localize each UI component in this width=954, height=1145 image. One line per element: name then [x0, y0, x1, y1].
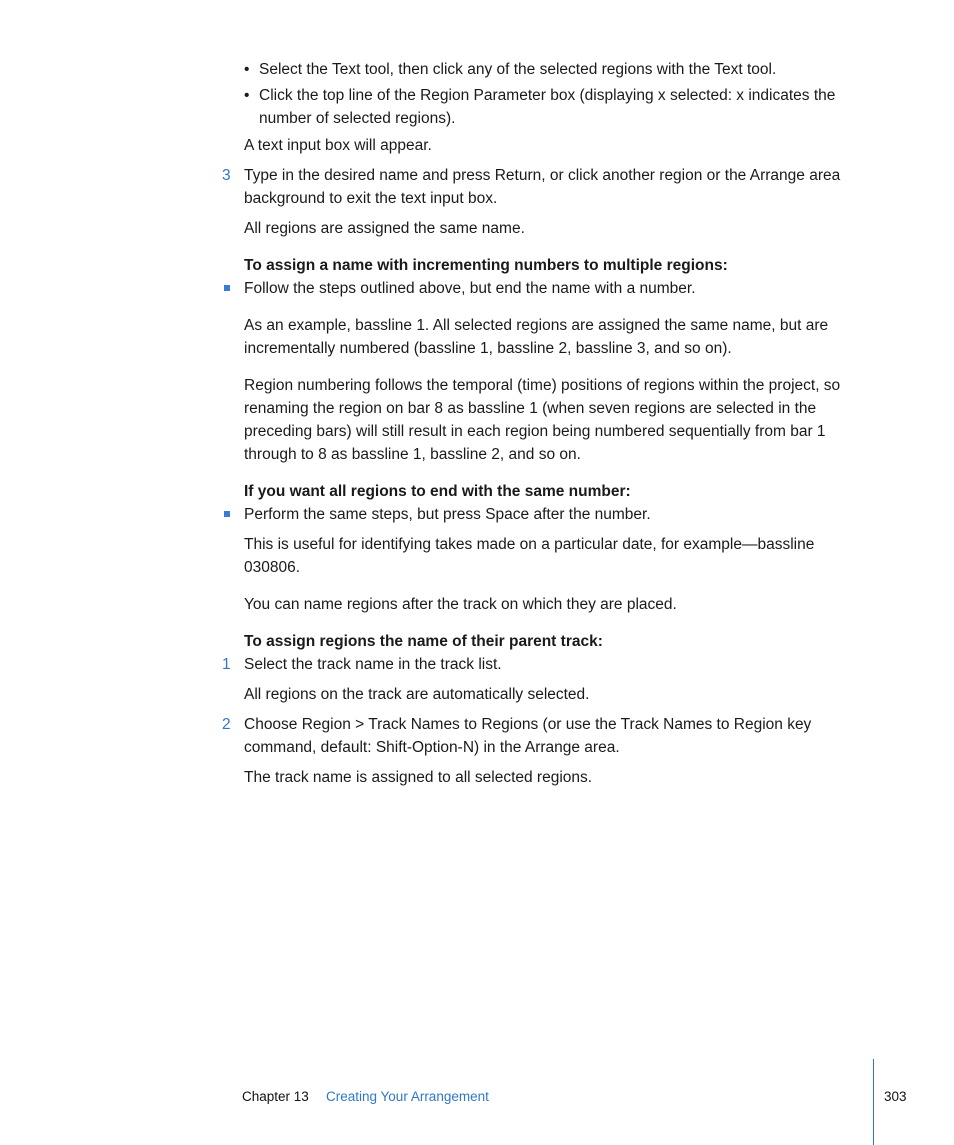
step-number-3: 3: [222, 167, 231, 184]
paragraph-useful-takes: This is useful for identifying takes made on a particular date, for example—bassline 030806.: [244, 536, 815, 576]
paragraph-auto-selected: All regions on the track are automatically selected.: [244, 686, 590, 703]
bullet-item-region-parameter: [244, 84, 869, 130]
paragraph-name-after-track: You can name regions after the track on which they are placed.: [244, 596, 677, 613]
footer-divider: [873, 1059, 874, 1145]
square-bullet-icon: [224, 285, 230, 291]
step-number-1: 1: [222, 656, 231, 673]
square-bullet-text-follow-steps: Follow the steps outlined above, but end the name with a number.: [244, 280, 696, 297]
paragraph-example: As an example, bassline 1. All selected regions are assigned the same name, but are incrementally numbered (bassline 1, bassline 2, bassline 3, and so on).: [244, 317, 829, 357]
footer-chapter-label: Chapter 13: [242, 1089, 309, 1104]
bullet-text: Click the top line of the Region Parameter box (displaying x selected: x indicates the number of selected regions).: [259, 87, 836, 127]
step-2-text: Choose Region > Track Names to Regions (or use the Track Names to Region key command, default: Shift-Option-N) in the Arrange area.: [244, 716, 812, 756]
paragraph-same-name: All regions are assigned the same name.: [244, 220, 525, 237]
paragraph-region-numbering: Region numbering follows the temporal (time) positions of regions within the project, so renaming the region on bar 8 as bassline 1 (when seven regions are selected in the preceding bars) will still result in each region being numbered sequentially from bar 1 through to 8 as bassline 1, bassline 2, and so on.: [244, 377, 841, 463]
paragraph-track-assigned: The track name is assigned to all selected regions.: [244, 769, 593, 786]
page-number: 303: [884, 1089, 907, 1104]
paragraph-text-input-appear: A text input box will appear.: [244, 137, 432, 154]
heading-incrementing-numbers: To assign a name with incrementing numbers to multiple regions:: [244, 257, 728, 274]
bullet-text: Select the Text tool, then click any of the selected regions with the Text tool.: [259, 61, 777, 78]
footer-chapter-title: Creating Your Arrangement: [326, 1089, 489, 1104]
square-bullet-icon: [224, 511, 230, 517]
bullet-item-text-tool: [244, 58, 869, 81]
step-number-2: 2: [222, 716, 231, 733]
step-1-text: Select the track name in the track list.: [244, 656, 502, 673]
bullet-dot: •: [244, 61, 250, 78]
square-bullet-text-press-space: Perform the same steps, but press Space after the number.: [244, 506, 651, 523]
heading-parent-track: To assign regions the name of their parent track:: [244, 633, 603, 650]
bullet-dot: •: [244, 87, 250, 104]
step-3-text: Type in the desired name and press Return, or click another region or the Arrange area background to exit the text input box.: [244, 167, 841, 207]
heading-same-number: If you want all regions to end with the same number:: [244, 483, 631, 500]
